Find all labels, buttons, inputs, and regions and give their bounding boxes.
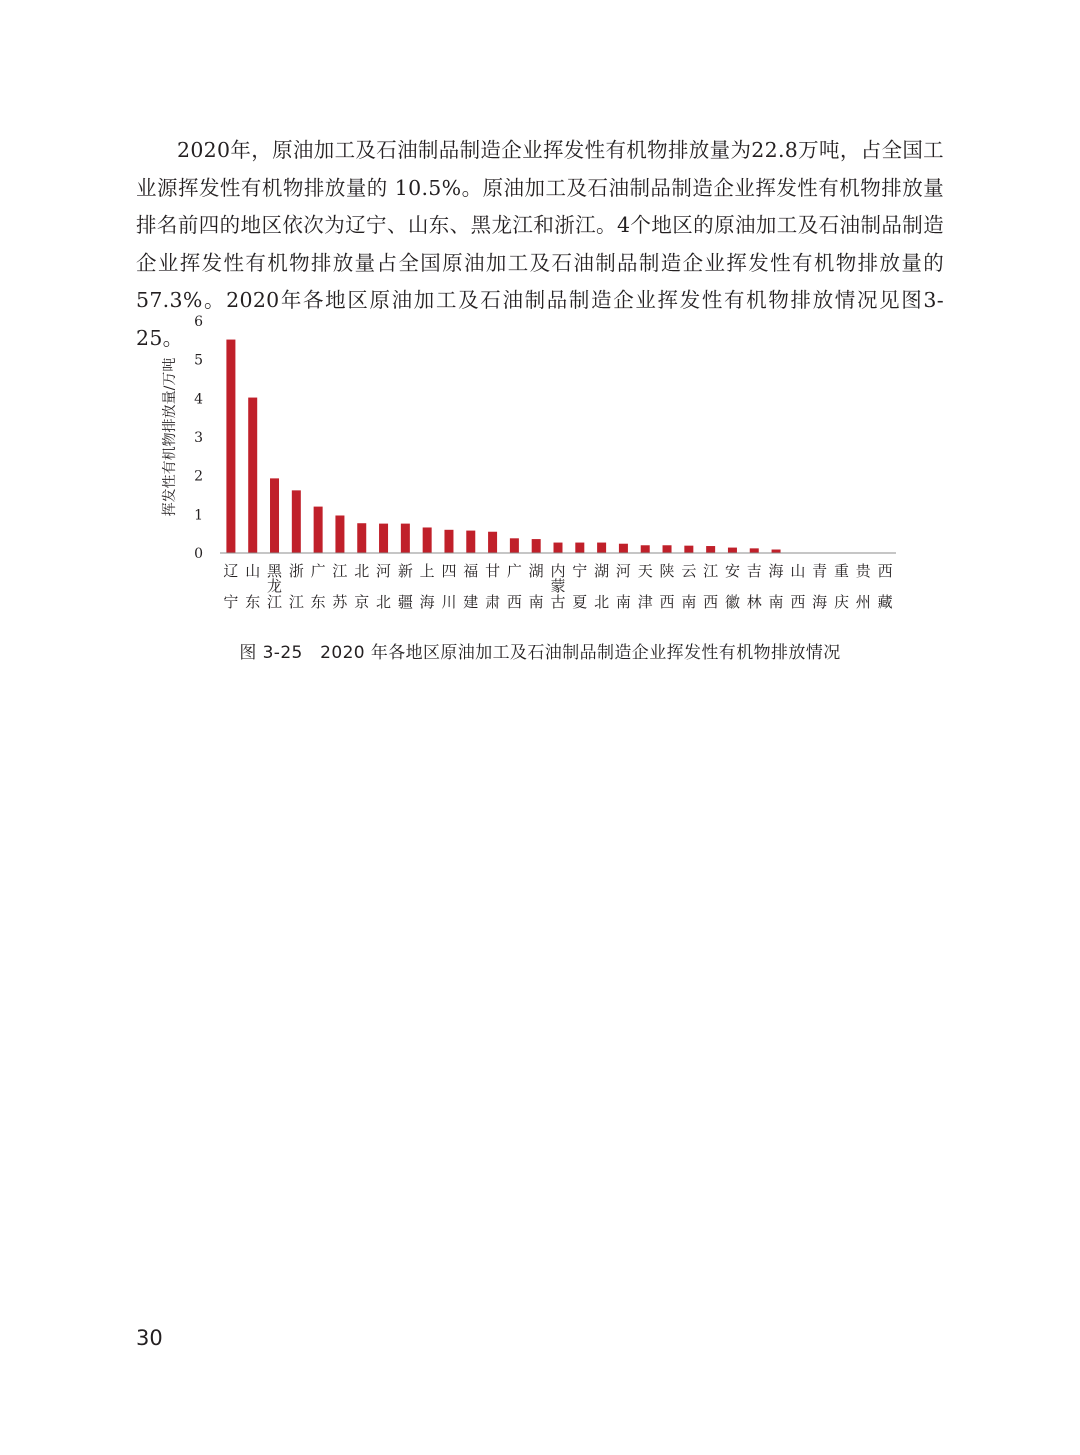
x-tick-label: 辽宁 — [223, 562, 239, 611]
x-tick-label: 河南 — [615, 562, 631, 611]
x-tick-label: 山东 — [245, 562, 261, 611]
x-tick-label: 广西 — [506, 562, 522, 611]
bar — [423, 527, 432, 553]
bar — [270, 478, 279, 553]
x-tick-label: 上海 — [419, 562, 435, 611]
bar — [292, 490, 301, 553]
bar — [335, 515, 344, 553]
bar — [663, 545, 672, 553]
x-tick-label: 吉林 — [746, 562, 762, 611]
bar — [488, 532, 497, 553]
x-tick-label: 天津 — [637, 562, 653, 611]
bar — [772, 550, 781, 553]
bar — [357, 523, 366, 553]
bar — [248, 398, 257, 553]
x-tick-label: 北京 — [354, 562, 370, 611]
y-axis-title — [161, 358, 178, 517]
x-tick-label: 福建 — [463, 562, 479, 611]
bar — [554, 543, 563, 553]
x-tick-label: 内蒙古 — [550, 562, 566, 611]
x-tick-label: 湖北 — [594, 562, 610, 611]
bar — [444, 530, 453, 553]
bar — [597, 543, 606, 553]
x-tick-label: 海南 — [768, 562, 784, 611]
x-tick-label: 西藏 — [877, 562, 893, 611]
bar — [379, 524, 388, 553]
bar — [684, 546, 693, 553]
y-axis-title-text: 挥发性有机物排放量/万吨 — [162, 357, 178, 517]
bar — [532, 539, 541, 553]
x-tick-label: 山西 — [790, 562, 806, 611]
x-tick-label: 青海 — [812, 562, 828, 611]
y-tick-label: 4 — [194, 391, 203, 408]
x-tick-label: 浙江 — [288, 562, 304, 611]
bar — [641, 545, 650, 553]
y-tick-label: 1 — [194, 507, 203, 524]
x-tick-label: 甘肃 — [485, 562, 501, 611]
x-tick-label: 湖南 — [528, 562, 544, 611]
x-tick-label: 广东 — [310, 562, 326, 611]
x-tick-label: 宁夏 — [572, 562, 588, 611]
figure-caption: 图 3-25 2020 年各地区原油加工及石油制品制造企业挥发性有机物排放情况 — [239, 643, 841, 663]
page-number: 30 — [136, 1326, 163, 1350]
bar — [706, 546, 715, 553]
x-tick-label: 云南 — [681, 562, 697, 611]
y-tick-label: 5 — [194, 352, 203, 369]
bar — [466, 531, 475, 553]
bar — [510, 538, 519, 553]
x-tick-label: 江苏 — [332, 562, 348, 611]
x-tick-label: 四川 — [441, 562, 457, 611]
x-tick-label: 安徽 — [724, 562, 740, 611]
y-tick-label: 6 — [194, 314, 203, 330]
x-tick-label: 陕西 — [659, 562, 675, 611]
x-tick-label: 黑龙江 — [267, 562, 283, 611]
x-tick-label: 江西 — [703, 562, 719, 611]
bar — [575, 543, 584, 553]
bar — [728, 548, 737, 553]
y-tick-label: 0 — [194, 546, 203, 562]
body-paragraph: 2020年，原油加工及石油制品制造企业挥发性有机物排放量为22.8万吨，占全国工业源挥发性有机物排放量的 10.5%。原油加工及石油制品制造企业挥发性有机物排放量排名前四的地区依次为辽宁、山东、黑龙江和浙江。4个地区的原油加工及石油制品制造企业挥发性有机物排放量占全国原油加工及石油制品制造企业挥发性有机物排放量的57.3%。2020年各地区原油加工及石油制品制造企业挥发性有机物排放情况见图3-25。 — [136, 138, 944, 350]
y-tick-label: 3 — [194, 430, 203, 446]
bar — [226, 340, 235, 553]
x-tick-label: 新疆 — [397, 562, 413, 611]
bar — [619, 544, 628, 553]
x-tick-label: 重庆 — [833, 562, 849, 611]
bar — [750, 548, 759, 553]
bar — [401, 524, 410, 553]
x-tick-label: 贵州 — [855, 562, 871, 611]
bar — [314, 507, 323, 553]
x-axis-labels — [223, 562, 892, 611]
y-tick-label: 2 — [194, 468, 203, 485]
y-axis-ticks — [194, 314, 203, 562]
bars — [226, 340, 802, 553]
bar-chart — [0, 0, 1080, 630]
x-tick-label: 河北 — [376, 562, 392, 611]
